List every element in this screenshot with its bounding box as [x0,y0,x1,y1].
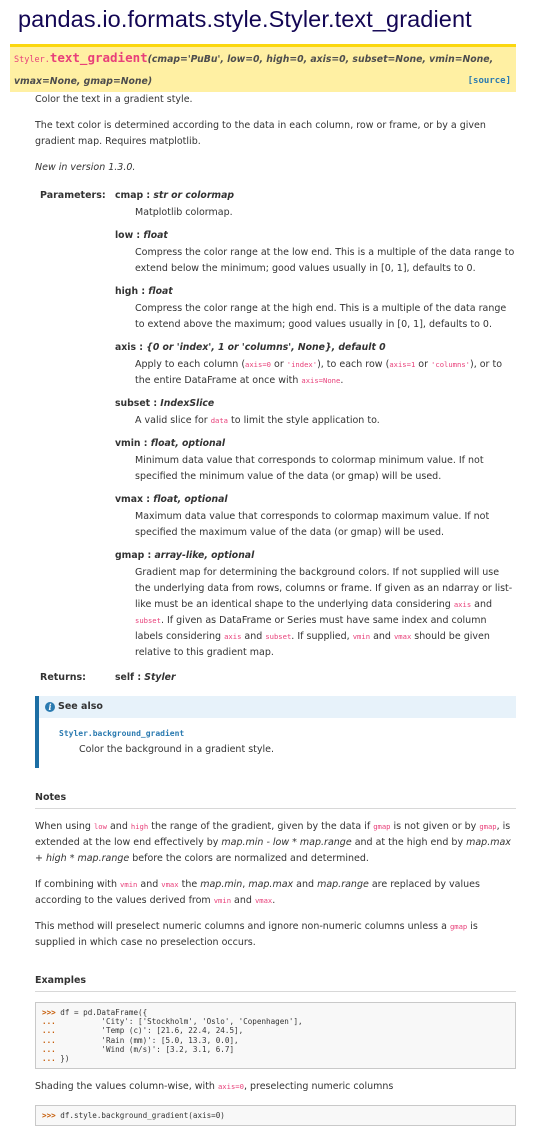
code-text: 'Rain (mm)': [5.0, 13.3, 0.0], [55,1035,239,1045]
example-code-block-1 [35,1002,516,1069]
code-line [42,1026,509,1035]
sig-function-name: text_gradient [49,50,148,65]
code-text: }) [55,1054,70,1064]
source-link[interactable]: [source] [467,76,511,86]
param-axis: axis : {0 or 'index', 1 or 'columns', None}, default 0 Apply to each column (axis=0 or 'index'), to each row (axis=1 or 'columns'), or to the entire DataFrame at once with axis=None. [115,342,503,386]
notes-body [0,819,546,951]
param-low: low : float Compress the color range at the low end. This is a multiple of the data range to extend below the minimum; good values usually in [0, 1], defaults to 0. [115,230,515,274]
info-icon: i [45,702,55,712]
code-prompt: ... [42,1035,56,1045]
examples-heading: Examples [35,973,516,992]
code-line [42,1054,509,1063]
notes-paragraph-1: When using low and high the range of the gradient, given by the data if gmap is not given or by gmap, is extended at the low end effectively by map.min - low * map.range and at the high end by map.max + high * map.range before the colors are normalized and determined. [35,821,511,864]
code-line [42,1045,509,1054]
notes-heading: Notes [35,790,516,809]
param-cmap: cmap : str or colormap Matplotlib colormap. [115,190,235,218]
param-gmap: gmap : array-like, optional Gradient map for determining the background colors. If not supplied will use the underlying data from rows, columns or frame. If given as an ndarray or list-like must be an identical shape to the underlying data considering axis and subset. If given as DataFrame or Series must have same index and column labels considering axis and subset. If supplied, vmin and vmax should be given relative to this gradient map. [115,550,513,658]
code-prompt: ... [42,1044,56,1054]
code-text: df = pd.DataFrame({ [55,1008,148,1017]
param-subset: subset : IndexSlice A valid slice for data to limit the style application to. [115,398,380,426]
parameters-list [115,188,516,668]
code-text: 'City': ['Stockholm', 'Oslo', 'Copenhagen'], [55,1017,303,1027]
param-vmin: vmin : float, optional Minimum data value that corresponds to colormap minimum value. If not specified the minimum value of the data (or gmap) will be used. [115,438,484,482]
code-prompt: ... [42,1054,56,1064]
sig-prefix: Styler. [14,55,50,65]
code-prompt: ... [42,1017,56,1027]
notes-paragraph-3: This method will preselect numeric columns and ignore non-numeric columns unless a gmap is supplied in which case no preselection occurs. [35,921,478,948]
returns-label: Returns: [40,672,86,683]
example-code-block-2: >>> df.style.background_gradient(axis=0) [35,1105,516,1126]
description-text: The text color is determined according to the data in each column, row or frame, or by a given gradient map. Requires matplotlib. [35,120,486,147]
code-text: 'Wind (m/s)': [3.2, 3.1, 6.7] [55,1044,235,1054]
examples-body [0,1079,546,1095]
parameters-label: Parameters: [40,190,106,201]
param-high: high : float Compress the color range at the high end. This is a multiple of the data range to extend above the maximum; good values usually in [0, 1], defaults to 0. [115,286,507,330]
param-vmax: vmax : float, optional Maximum data value that corresponds to colormap maximum value. If not specified the maximum value of the data (or gmap) will be used. [115,494,490,538]
see-also-box [35,696,516,768]
code-text: 'Temp (c)': [21.6, 22.4, 24.5], [55,1026,244,1036]
code-prompt: ... [42,1026,56,1036]
shading-text: Shading the values column-wise, with axis=0, preselecting numeric columns [35,1081,394,1093]
code-line [42,1008,509,1017]
see-also-title: i See also [39,696,516,718]
see-also-link[interactable]: Styler.background_gradient [59,729,185,738]
doc-body [0,92,546,686]
notes-paragraph-2: If combining with vmin and vmax the map.min, map.max and map.range are replaced by values according to the values derived from vmin and vmax. [35,879,480,906]
sig-params-line2: vmax=None, gmap=None) [14,76,153,87]
code-line [42,1036,509,1045]
code-line [42,1017,509,1026]
sig-params-line1: (cmap='PuBu', low=0, high=0, axis=0, subset=None, vmin=None, [147,54,494,65]
parameters-field [35,188,516,668]
version-note: New in version 1.3.0. [35,162,136,173]
returns-field [35,670,516,686]
page-title: pandas.io.formats.style.Styler.text_gradient [18,6,472,32]
summary-text: Color the text in a gradient style. [35,94,193,105]
function-signature [10,44,516,92]
code-prompt: >>> [42,1008,56,1017]
returns-value: self : Styler [115,672,176,683]
see-also-desc: Color the background in a gradient style. [79,744,275,755]
